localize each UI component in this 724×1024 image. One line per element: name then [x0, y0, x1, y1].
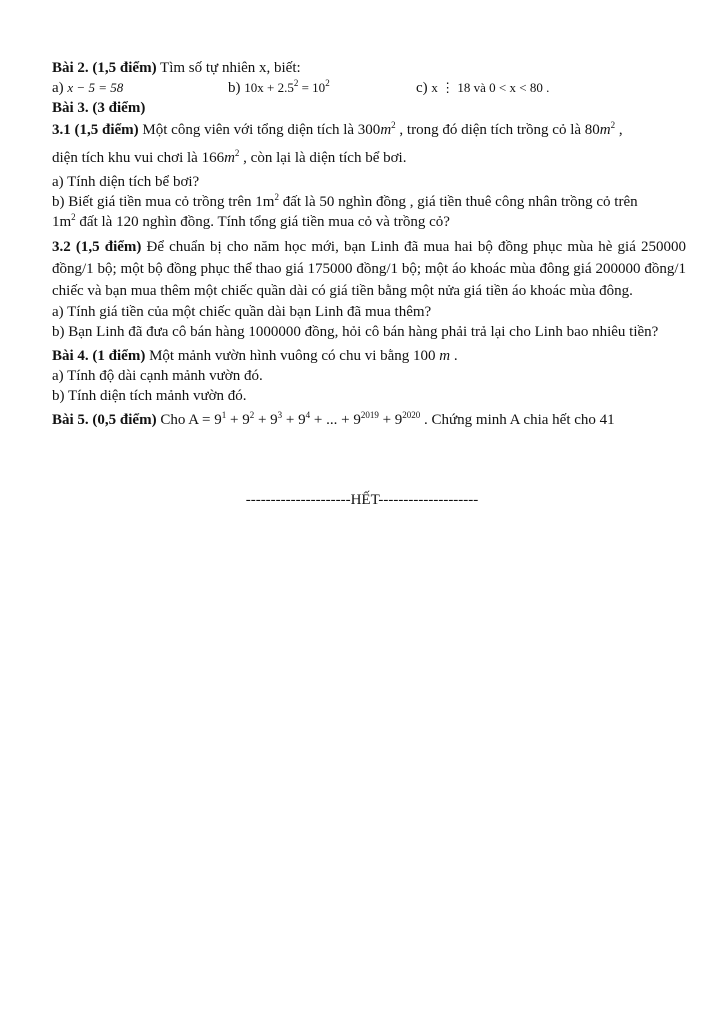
bai5-term-base: 9 [298, 412, 306, 428]
bai4-question-a: a) Tính độ dài cạnh mảnh vườn đó. [52, 368, 263, 384]
bai3-1-b1b: đất là 50 nghìn đồng , giá tiền thuê công nhân trồng cỏ trên [278, 194, 638, 210]
bai3-1-question-b2 [52, 212, 686, 232]
bai3-1-b1-exp: 2 [274, 192, 279, 202]
bai3-1-text2: , trong đó diện tích trồng cỏ là 80 [395, 122, 600, 138]
bai2-part-b [228, 78, 404, 98]
bai3-1-line2b: , còn lại là diện tích bể bơi. [239, 150, 407, 166]
bai4-text2: . [450, 348, 458, 364]
bai5-term-separator: + [378, 412, 395, 428]
bai2-c-label: c) [416, 80, 432, 96]
bai2-b-exp1: 2 [293, 78, 299, 88]
bai4-text1: Một mảnh vườn hình vuông có chu vi bằng 100 [145, 348, 440, 364]
bai3-heading [52, 98, 686, 118]
bai4-title: Bài 4. (1 điểm) [52, 348, 146, 364]
bai5-term-exponent: 2019 [360, 410, 379, 420]
bai5-term-separator: + [254, 412, 271, 428]
bai2-b-mid: = 10 [298, 80, 326, 95]
bai5-term-exponent: 3 [277, 410, 283, 420]
bai3-1-exp1: 2 [391, 120, 396, 130]
bai5-term-exponent: 2020 [402, 410, 421, 420]
bai3-1-unit3: m [224, 150, 235, 166]
bai2-b-expr [244, 80, 329, 95]
bai2-part-c [404, 80, 549, 96]
bai3-1-unit1: m [380, 122, 392, 138]
bai5-term-exponent: 4 [305, 410, 311, 420]
bai4-unit: m [439, 348, 451, 364]
bai5-term-separator: + [226, 412, 243, 428]
bai5-text1: Cho A = [156, 412, 215, 428]
bai3-2-paragraph [52, 236, 686, 302]
bai3-1-exp3: 2 [234, 148, 240, 158]
bai5-term-exponent: 1 [221, 410, 227, 420]
bai3-1-line1 [52, 118, 686, 144]
bai3-1-text1: Một công viên với tổng diện tích là 300 [138, 122, 381, 138]
bai5-term-base: 9 [270, 412, 278, 428]
bai3-1-question-a: a) Tính diện tích bể bơi? [52, 174, 200, 190]
bai3-1-text3: , [615, 122, 623, 138]
bai3-1-line2 [52, 144, 686, 172]
bai3-2-question-a: a) Tính giá tiền của một chiếc quần dài bạn Linh đã mua thêm? [52, 304, 432, 320]
bai5-term-separator: + [282, 412, 299, 428]
bai3-1-b2-exp: 2 [71, 212, 76, 222]
bai3-2-text: Để chuẩn bị cho năm học mới, bạn Linh đã mua hai bộ đồng phục mùa hè giá 250000 đồng/1 bộ; một bộ đồng phục thể thao giá 175000 đồng/1 bộ; một áo khoác mùa đông giá 200000 đồng/1 chiếc và bạn mua thêm một chiếc quần dài có giá tiền bằng một nửa giá tiền áo khoác mùa đông. [52, 239, 686, 299]
bai3-title: Bài 3. (3 điểm) [52, 100, 146, 116]
bai3-1-b2b: đất là 120 nghìn đồng. Tính tổng giá tiền mua cỏ và trồng cỏ? [75, 214, 450, 230]
bai3-1-exp2: 2 [610, 120, 616, 130]
end-line: ---------------------HẾT-------------------- [245, 492, 479, 508]
bai3-2-question-b: b) Bạn Linh đã đưa cô bán hàng 1000000 đồng, hỏi cô bán hàng phải trả lại cho Linh bao nhiêu tiền? [52, 324, 659, 340]
bai5-term-base: 9 [353, 412, 361, 428]
bai2-text: Tìm số tự nhiên x, biết: [156, 60, 301, 76]
bai2-b-exp2: 2 [325, 78, 330, 88]
bai2-a-label: a) [52, 80, 68, 96]
bai2-b-label: b) [228, 80, 245, 96]
bai5-term-base: 9 [394, 412, 403, 428]
bai4-heading [52, 346, 686, 366]
bai5-term-separator: + ... + [310, 412, 354, 428]
bai2-b-pre: 10x + 2.5 [244, 80, 294, 95]
bai2-part-a [52, 78, 228, 98]
bai2-heading [52, 58, 686, 78]
bai5-heading [52, 406, 686, 434]
bai3-1-line2a: diện tích khu vui chơi là 166 [52, 150, 225, 166]
bai3-1-b2a: 1m [52, 214, 72, 230]
bai2-parts [52, 78, 686, 98]
bai5-term-base: 9 [214, 412, 222, 428]
bai3-1-title: 3.1 (1,5 điểm) [52, 122, 139, 138]
bai5-sum-expression [214, 412, 420, 428]
bai3-2-title: 3.2 (1,5 điểm) [52, 239, 142, 255]
bai2-a-expr: x − 5 = 58 [67, 80, 124, 95]
bai3-1-unit2: m [599, 122, 611, 138]
bai2-c-expr: x ⋮ 18 và 0 < x < 80 . [431, 80, 550, 95]
bai4-question-b: b) Tính diện tích mảnh vườn đó. [52, 388, 247, 404]
bai3-1-b1a: b) Biết giá tiền mua cỏ trồng trên 1m [52, 194, 275, 210]
bai5-title: Bài 5. (0,5 điểm) [52, 412, 157, 428]
bai5-term-base: 9 [242, 412, 250, 428]
bai5-term-exponent: 2 [249, 410, 255, 420]
bai5-text2: . Chứng minh A chia hết cho 41 [420, 412, 615, 428]
exam-content [52, 58, 686, 508]
bai3-1-question-b1 [52, 192, 686, 212]
bai2-title: Bài 2. (1,5 điểm) [52, 60, 157, 76]
